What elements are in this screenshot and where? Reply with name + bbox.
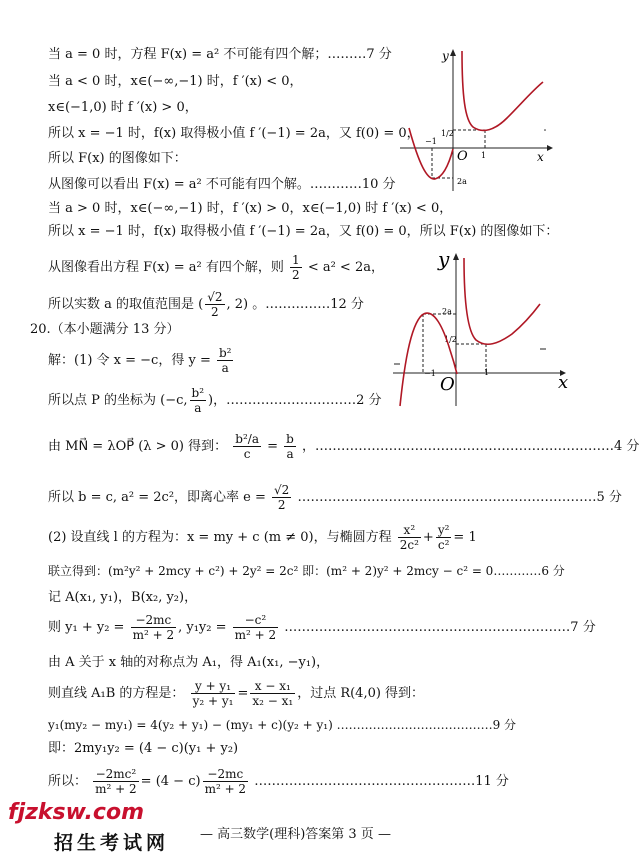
text-segment: 从图像看出方程 F(x) = a² 有四个解，则 (48, 260, 284, 275)
denominator: m² + 2 (204, 782, 247, 796)
text-segment: = 1 (453, 530, 477, 545)
text-segment: ，……………………………………………………………4 分 (302, 439, 639, 454)
fraction (436, 523, 452, 552)
fraction (131, 613, 177, 642)
numerator: y² (437, 523, 450, 537)
x-axis-label: x (537, 150, 544, 164)
denominator: 2 (292, 268, 300, 282)
text-line: 所以 x = −1 时，f(x) 取得极小值 f ′(−1) = 2a，又 f(0) = 0，所以 F(x) 的图像如下： (48, 224, 559, 239)
text-line (48, 287, 364, 323)
text-segment: 所以： (48, 774, 88, 789)
y-axis-label: y (442, 49, 449, 63)
text-line: 所以 F(x) 的图像如下： (48, 151, 187, 166)
text-segment: < a² < 2a， (307, 260, 384, 275)
text-line (48, 343, 235, 379)
logo-site-text: fjzksw.com (8, 800, 144, 825)
numerator: −2mc² (93, 767, 139, 782)
denominator: 2 (211, 305, 219, 319)
text-segment: )，…………………………2 分 (208, 393, 382, 408)
one-label: 1 (481, 151, 487, 160)
x-axis-arrow (547, 145, 553, 151)
fraction (217, 346, 234, 375)
text-line (48, 383, 382, 419)
fraction (205, 290, 224, 319)
numerator: b (286, 432, 294, 446)
numerator: b² (191, 386, 205, 400)
text-line (48, 764, 509, 800)
denominator: c² (437, 538, 450, 552)
text-segment: ……………………………………………11 分 (254, 774, 509, 789)
text-line (48, 610, 596, 646)
text-line (48, 676, 424, 712)
numerator: 1 (292, 253, 300, 267)
site-logo (8, 800, 178, 858)
text-segment: 由 MN⃗ = λOP⃗ (λ > 0) 得到： (48, 439, 228, 454)
fraction (203, 767, 249, 796)
text-line: 所以 x = −1 时，f(x) 取得极小值 f ′(−1) = 2a，又 f(0) = 0， (48, 126, 420, 141)
text-segment: = (237, 686, 249, 701)
neg-one-label: −1 (425, 137, 437, 146)
y-axis-arrow (450, 49, 456, 56)
text-segment: , 2) 。……………12 分 (226, 297, 364, 312)
text-line: 当 a = 0 时，方程 F(x) = a² 不可能有四个解；………7 分 (48, 47, 392, 62)
numerator: √2 (274, 483, 290, 497)
text-segment: ，过点 R(4,0) 得到： (297, 686, 425, 701)
y-axis-arrow (453, 253, 459, 260)
text-line: x∈(−1,0) 时 f ′(x) > 0， (48, 100, 198, 115)
text-segment: (2) 设直线 l 的方程为：x = my + c (m ≠ 0)，与椭圆方程 (48, 530, 392, 545)
text-segment: …………………………………………………………7 分 (284, 620, 596, 635)
numerator: y + y₁ (191, 679, 236, 694)
text-segment: 则直线 A₁B 的方程是： (48, 686, 185, 701)
two-a-label: 2a (442, 307, 452, 316)
text-line: 联立得到：(m²y² + 2mcy + c²) + 2y² = 2c² 即：(m² + 2)y² + 2mcy − c² = 0…………6 分 (48, 564, 565, 578)
problem-heading: 20.（本小题满分 13 分） (30, 322, 180, 337)
fraction (250, 679, 295, 708)
numerator: −2mc (131, 613, 177, 628)
neg-2a-label: 2a (457, 177, 467, 186)
function-graph-a-positive (378, 248, 578, 408)
denominator: a (194, 401, 202, 415)
half-label: 1/2 (444, 335, 457, 344)
text-segment: = (4 − c) (140, 774, 201, 789)
text-segment: 解：(1) 令 x = −c，得 y = (48, 353, 211, 368)
logo-chinese-text: 招生考试网 (54, 832, 170, 854)
text-segment: 所以 b = c, a² = 2c²，即离心率 e = (48, 490, 266, 505)
fraction (284, 432, 296, 461)
denominator: 2 (277, 498, 286, 512)
text-segment: 所以实数 a 的取值范围是 ( (48, 297, 204, 312)
text-line: y₁(my₂ − my₁) = 4(y₂ + y₁) − (my₁ + c)(y₂ + y₁) …………………………………9 分 (48, 718, 517, 732)
fraction (272, 483, 291, 512)
text-line: 当 a < 0 时，x∈(−∞,−1) 时，f ′(x) < 0， (48, 74, 303, 89)
numerator: x − x₁ (250, 679, 295, 694)
text-line: 从图像可以看出 F(x) = a² 不可能有四个解。…………10 分 (48, 177, 396, 192)
text-line: 当 a > 0 时，x∈(−∞,−1) 时，f ′(x) > 0，x∈(−1,0) 时 f ′(x) < 0， (48, 201, 453, 216)
denominator: a (286, 447, 294, 461)
denominator: m² + 2 (132, 628, 175, 642)
neg-one-label: −1 (424, 369, 436, 378)
numerator: b² (218, 346, 232, 360)
origin-label: O (440, 374, 455, 395)
right-branch-curve (464, 258, 540, 344)
mark-dot (544, 129, 546, 131)
text-line (48, 250, 384, 286)
text-segment: 所以点 P 的坐标为 (−c, (48, 393, 188, 408)
text-line (48, 480, 622, 516)
fraction (233, 432, 261, 461)
origin-label: O (457, 149, 468, 164)
y-axis-label: y (438, 247, 450, 271)
numerator: −2mc (203, 767, 249, 782)
denominator: a (221, 361, 229, 375)
fraction (290, 253, 302, 282)
denominator: 2c² (399, 538, 419, 552)
x-axis-label: x (558, 372, 569, 393)
text-segment: ……………………………………………………………5 分 (297, 490, 622, 505)
right-branch-curve (462, 51, 543, 130)
text-line (48, 520, 477, 556)
text-line: 记 A(x₁, y₁)，B(x₂, y₂)， (48, 590, 198, 605)
text-segment: + (422, 530, 434, 545)
denominator: x₂ − x₁ (252, 694, 294, 708)
denominator: y₂ + y₁ (192, 694, 234, 708)
fraction (93, 767, 139, 796)
numerator: b²/a (235, 432, 259, 446)
fraction (233, 613, 279, 642)
page-footer: — 高三数学(理科)答案第 3 页 — (200, 827, 391, 842)
numerator: −c² (233, 613, 279, 628)
fraction (190, 386, 207, 415)
text-segment: 则 y₁ + y₂ = (48, 620, 125, 635)
denominator: c (243, 447, 251, 461)
text-line (48, 422, 639, 472)
text-segment: , y₁y₂ = (178, 620, 227, 635)
function-graph-a-negative (395, 46, 555, 196)
fraction (398, 523, 421, 552)
denominator: m² + 2 (234, 628, 277, 642)
numerator: x² (398, 523, 421, 538)
text-line: 即：2my₁y₂ = (4 − c)(y₁ + y₂) (48, 741, 239, 756)
denominator: m² + 2 (95, 782, 137, 796)
fraction (191, 679, 236, 708)
text-line: 由 A 关于 x 轴的对称点为 A₁，得 A₁(x₁, −y₁)， (48, 655, 330, 670)
one-label: 1 (484, 368, 490, 377)
numerator: √2 (207, 290, 223, 304)
half-label: 1/2 (441, 129, 454, 138)
text-segment: = (267, 439, 279, 454)
